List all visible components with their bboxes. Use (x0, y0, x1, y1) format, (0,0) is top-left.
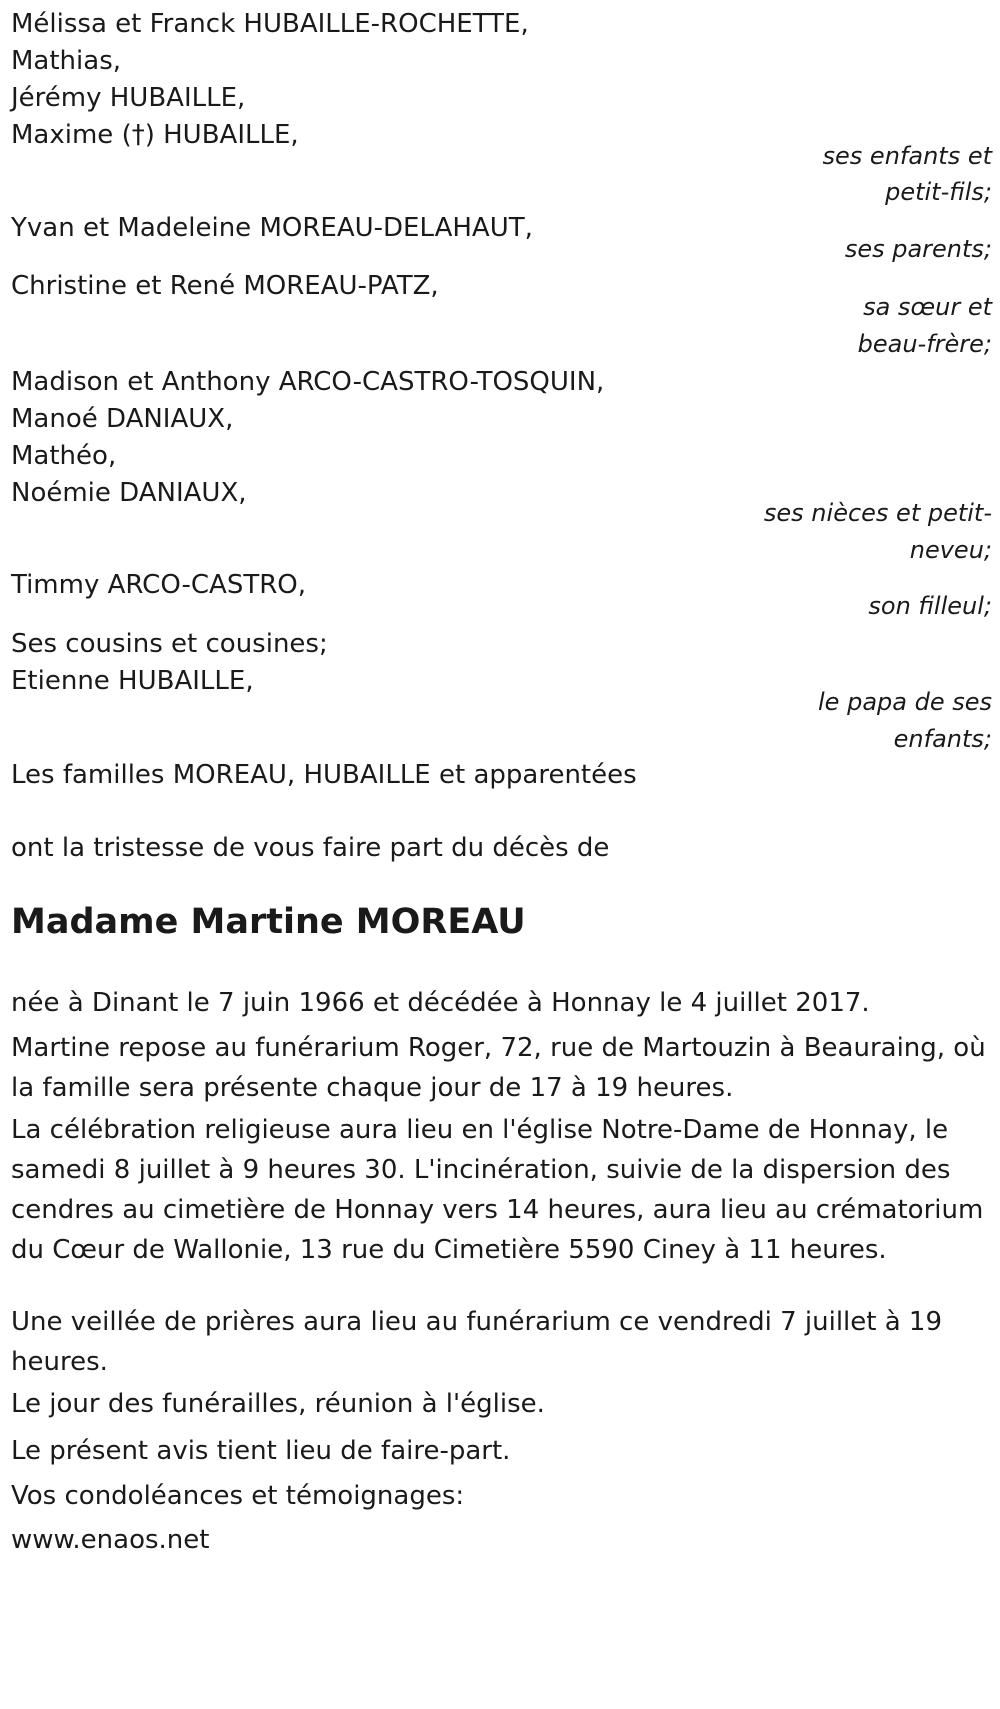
relation-label: son filleul; (868, 592, 992, 620)
relation-label: beau-frère; (857, 330, 992, 358)
relation-label: ses nièces et petit- (763, 499, 992, 527)
ceremony-text: La célébration religieuse aura lieu en l'église Notre-Dame de Honnay, le samedi 8 juillet à 9 heures 30. L'incinération, suivie de la dispersion des cendres au cimetière de Honnay vers 14 heures, aura lieu au crématorium du Cœur de Wallonie, 13 rue du Cimetière 5590 Ciney à 11 heures. (11, 1115, 984, 1265)
family-line: Madison et Anthony ARCO-CASTRO-TOSQUIN, (11, 367, 605, 397)
relation-label: enfants; (893, 725, 992, 753)
family-line: Maxime (†) HUBAILLE, (11, 120, 299, 150)
family-line: Timmy ARCO-CASTRO, (11, 570, 307, 600)
family-line: Mathias, (11, 46, 122, 76)
family-line: Ses cousins et cousines; (11, 629, 328, 659)
relation-label: sa sœur et (863, 293, 992, 321)
families-line: Les familles MOREAU, HUBAILLE et apparentées (11, 760, 637, 790)
family-line: Manoé DANIAUX, (11, 404, 234, 434)
relation-label: ses parents; (844, 235, 992, 263)
family-line: Noémie DANIAUX, (11, 478, 247, 508)
condolences-text: Vos condoléances et témoignages: (11, 1481, 465, 1511)
family-line: Christine et René MOREAU-PATZ, (11, 271, 439, 301)
notice-text: Le présent avis tient lieu de faire-part. (11, 1436, 511, 1466)
relation-label: le papa de ses (818, 688, 992, 716)
family-line: Yvan et Madeleine MOREAU-DELAHAUT, (11, 213, 533, 243)
deceased-name: Madame Martine MOREAU (11, 902, 526, 942)
meeting-text: Le jour des funérailles, réunion à l'église. (11, 1389, 545, 1419)
family-line: Etienne HUBAILLE, (11, 666, 254, 696)
website-link[interactable]: www.enaos.net (11, 1525, 210, 1555)
funerarium-text: Martine repose au funérarium Roger, 72, rue de Martouzin à Beauraing, où la famille sera présente chaque jour de 17 à 19 heures. (11, 1033, 986, 1103)
family-line: Mathéo, (11, 441, 117, 471)
birth-death-text: née à Dinant le 7 juin 1966 et décédée à Honnay le 4 juillet 2017. (11, 988, 870, 1018)
vigil-text: Une veillée de prières aura lieu au funérarium ce vendredi 7 juillet à 19 heures. (11, 1307, 942, 1377)
family-line: Mélissa et Franck HUBAILLE-ROCHETTE, (11, 9, 529, 39)
relation-label: ses enfants et (822, 142, 992, 170)
family-line: Jérémy HUBAILLE, (11, 83, 246, 113)
relation-label: petit-fils; (885, 178, 992, 206)
announcement-text: ont la tristesse de vous faire part du décès de (11, 833, 610, 863)
relation-label: neveu; (909, 536, 992, 564)
